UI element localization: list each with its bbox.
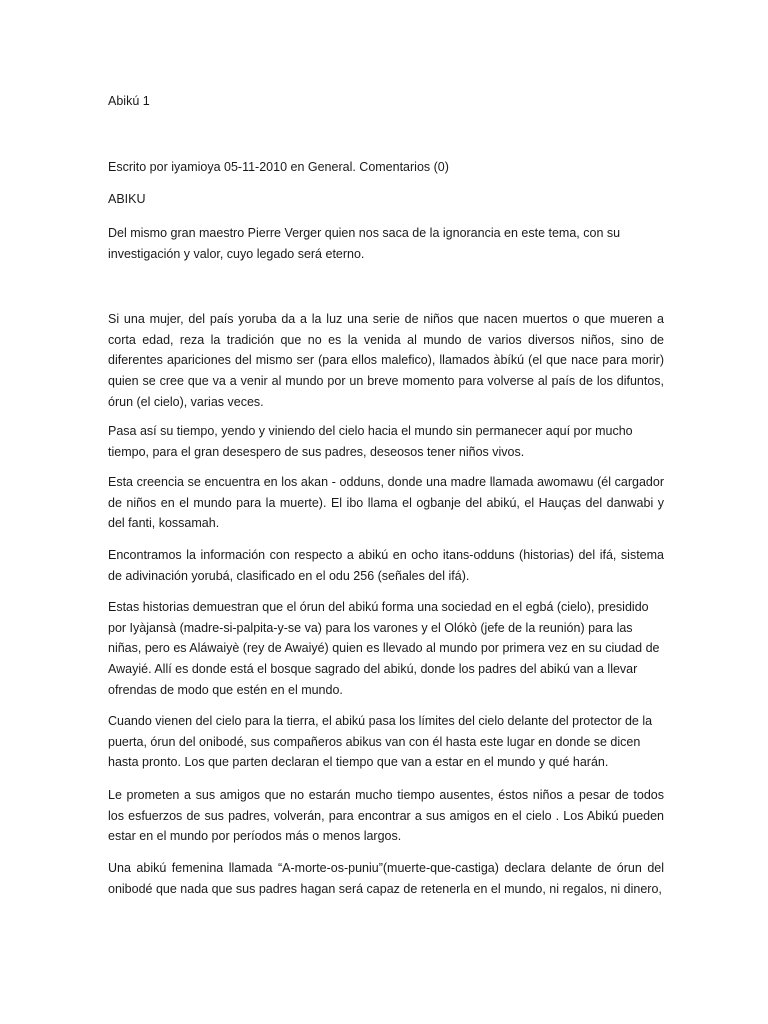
document-title: Abikú 1 bbox=[108, 94, 150, 108]
paragraph: Pasa así su tiempo, yendo y viniendo del cielo hacia el mundo sin permanecer aquí por mucho tiempo, para el gran desespero de sus padres, deseosos tener niños vivos. bbox=[108, 424, 633, 459]
paragraph: Del mismo gran maestro Pierre Verger quien nos saca de la ignorancia en este tema, con su investigación y valor, cuyo legado será eterno. bbox=[108, 226, 621, 261]
paragraph: Si una mujer, del país yoruba da a la luz una serie de niños que nacen muertos o que mueren a corta edad, reza la tradición que no es la venida al mundo de varios diversos niños, sino de diferentes apariciones del mismo ser (para ellos malefico), llamados àbíkú (el que nace para morir) quien se cree que va a venir al mundo por un breve momento para volverse al país de los difuntos, órun (el cielo), varias veces. bbox=[108, 312, 664, 409]
paragraph: Le prometen a sus amigos que no estarán mucho tiempo ausentes, éstos niños a pesar de todos los esfuerzos de sus padres, volverán, para encontrar a sus amigos en el cielo . Los Abikú pueden estar en el mundo por períodos más o menos largos. bbox=[108, 788, 664, 844]
paragraph: Estas historias demuestran que el órun del abikú forma una sociedad en el egbá (cielo), presidido por Iyàjansà (madre-si-palpita-y-se va) para los varones y el Olókò (jefe de la reunión) para las niñas, pero es Aláwaiyè (rey de Awaiyé) quien es llevado al mundo por primera vez en su ciudad de Awayié. Allí es donde está el bosque sagrado del abikú, donde los padres del abikú van a llevar ofrendas de modo que estén en el mundo. bbox=[108, 600, 660, 697]
paragraph: Cuando vienen del cielo para la tierra, el abikú pasa los límites del cielo delante del protector de la puerta, órun del onibodé, sus compañeros abikus van con él hasta este lugar en donde se dicen hasta pronto. Los que parten declaran el tiempo que van a estar en el mundo y qué harán. bbox=[108, 714, 653, 770]
section-heading: ABIKU bbox=[108, 192, 146, 206]
post-byline: Escrito por iyamioya 05-11-2010 en General. Comentarios (0) bbox=[108, 160, 449, 174]
paragraph: Esta creencia se encuentra en los akan - odduns, donde una madre llamada awomawu (él cargador de niños en el mundo para la muerte). El ibo llama el ogbanje del abikú, el Hauças del danwabi y del fanti, kossamah. bbox=[108, 475, 664, 531]
paragraph: Encontramos la información con respecto a abikú en ocho itans-odduns (historias) del ifá, sistema de adivinación yorubá, clasificado en el odu 256 (señales del ifá). bbox=[108, 548, 664, 583]
paragraph: Una abikú femenina llamada “A-morte-os-puniu”(muerte-que-castiga) declara delante de órun del onibodé que nada que sus padres hagan será capaz de retenerla en el mundo, ni regalos, ni dinero, bbox=[108, 861, 664, 896]
